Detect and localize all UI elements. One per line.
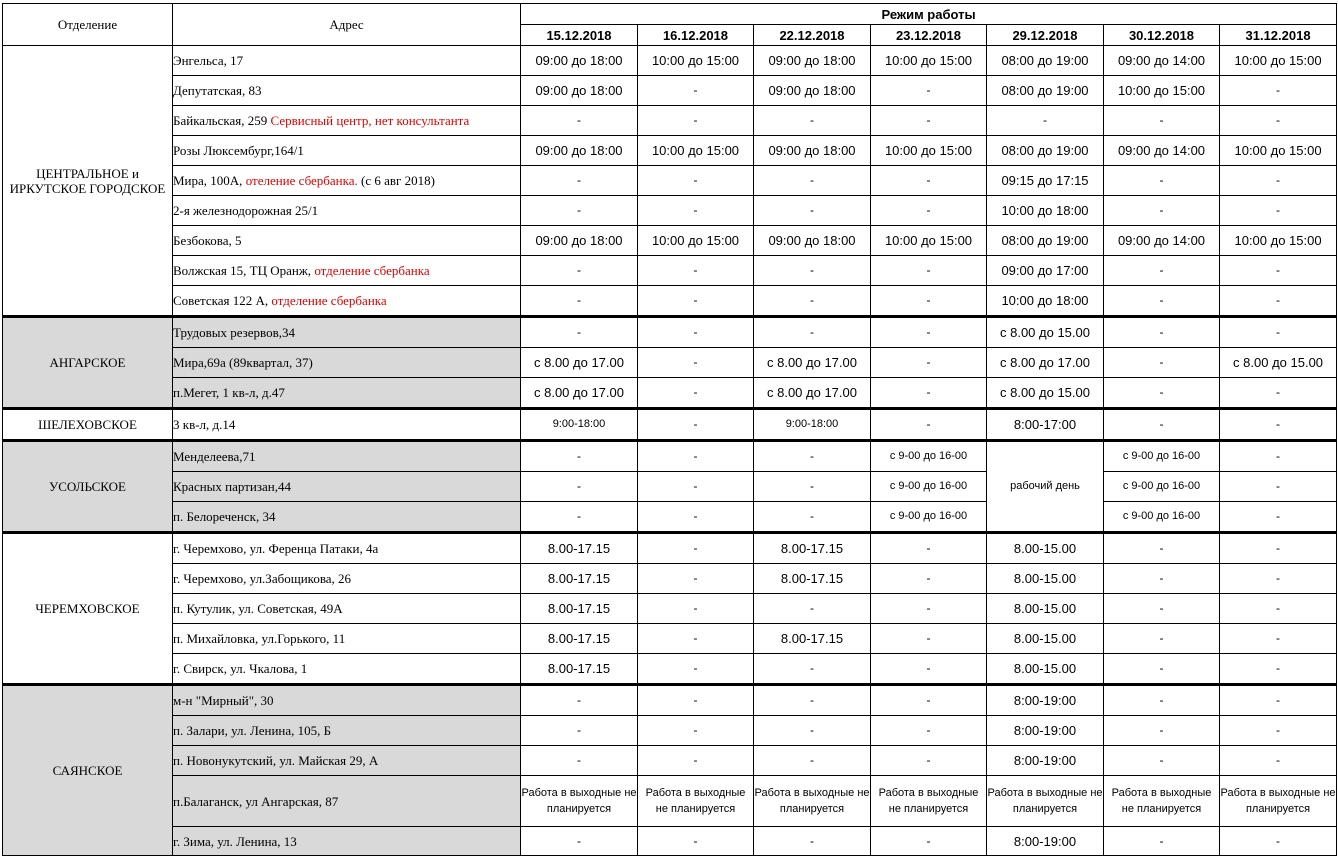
address-cell xyxy=(173,746,521,776)
table-row xyxy=(3,226,1337,256)
schedule-cell: - xyxy=(1104,348,1220,378)
schedule-cell: - xyxy=(1220,654,1337,685)
address-text: м-н "Мирный", 30 xyxy=(173,693,274,708)
address-cell xyxy=(173,502,521,533)
schedule-cell: - xyxy=(1220,746,1337,776)
schedule-cell: - xyxy=(754,594,871,624)
schedule-cell: - xyxy=(1104,378,1220,409)
address-text: г. Свирск, ул. Чкалова, 1 xyxy=(173,661,308,676)
address-text: Менделеева,71 xyxy=(173,449,256,464)
schedule-cell: - xyxy=(871,317,987,348)
schedule-cell: - xyxy=(754,256,871,286)
address-cell xyxy=(173,594,521,624)
address-text: Мира, 100А, xyxy=(173,173,246,188)
header-mode: Режим работы xyxy=(521,4,1337,25)
address-text: Энгельса, 17 xyxy=(173,53,244,68)
schedule-cell: - xyxy=(521,317,638,348)
schedule-cell: - xyxy=(1220,502,1337,533)
schedule-cell: 8.00-17.15 xyxy=(521,654,638,685)
schedule-cell: 8.00-15.00 xyxy=(987,624,1104,654)
schedule-cell: с 9-00 до 16-00 xyxy=(1104,502,1220,533)
schedule-cell: 10:00 до 18:00 xyxy=(987,286,1104,317)
table-row xyxy=(3,136,1337,166)
schedule-cell: - xyxy=(871,106,987,136)
schedule-cell: - xyxy=(638,286,754,317)
schedule-cell: - xyxy=(521,746,638,776)
schedule-cell: Работа в выходные не планируется xyxy=(987,776,1104,827)
schedule-cell: - xyxy=(871,256,987,286)
schedule-cell: - xyxy=(521,472,638,502)
schedule-cell: 10:00 до 15:00 xyxy=(1220,226,1337,256)
schedule-cell: - xyxy=(871,827,987,856)
schedule-cell: с 8.00 до 17.00 xyxy=(754,378,871,409)
table-row xyxy=(3,166,1337,196)
schedule-cell: - xyxy=(638,746,754,776)
schedule-cell: 8:00-19:00 xyxy=(987,827,1104,856)
table-row xyxy=(3,409,1337,441)
schedule-cell: - xyxy=(871,76,987,106)
table-row xyxy=(3,624,1337,654)
table-row xyxy=(3,564,1337,594)
schedule-cell: - xyxy=(1104,685,1220,716)
schedule-cell: - xyxy=(638,256,754,286)
schedule-cell: - xyxy=(1104,317,1220,348)
address-cell xyxy=(173,196,521,226)
schedule-cell: - xyxy=(754,502,871,533)
address-cell xyxy=(173,533,521,564)
address-text: Розы Люксембург,164/1 xyxy=(173,143,304,158)
address-text: п.Балаганск, ул Ангарская, 87 xyxy=(173,793,339,809)
address-cell xyxy=(173,409,521,441)
address-cell xyxy=(173,136,521,166)
schedule-cell: - xyxy=(1220,286,1337,317)
schedule-cell: - xyxy=(871,533,987,564)
address-cell xyxy=(173,317,521,348)
schedule-cell: - xyxy=(1104,716,1220,746)
schedule-cell: - xyxy=(1220,685,1337,716)
schedule-cell: 09:00 до 18:00 xyxy=(754,46,871,76)
schedule-cell: 08:00 до 19:00 xyxy=(987,136,1104,166)
schedule-cell: - xyxy=(1220,624,1337,654)
schedule-cell: - xyxy=(1220,106,1337,136)
address-text: Волжская 15, ТЦ Оранж, xyxy=(173,263,315,278)
schedule-cell: Работа в выходные не планируется xyxy=(871,776,987,827)
schedule-cell: - xyxy=(638,533,754,564)
address-cell xyxy=(173,776,521,827)
schedule-cell: - xyxy=(521,196,638,226)
schedule-cell: - xyxy=(1220,378,1337,409)
address-note: отделение сбербанка xyxy=(314,263,430,278)
header-date: 30.12.2018 xyxy=(1104,25,1220,46)
address-cell xyxy=(173,378,521,409)
table-row xyxy=(3,746,1337,776)
schedule-cell: - xyxy=(638,564,754,594)
schedule-cell: с 9-00 до 16-00 xyxy=(1104,441,1220,472)
schedule-cell: 10:00 до 18:00 xyxy=(987,196,1104,226)
address-text: г. Черемхово, ул. Ференца Патаки, 4а xyxy=(173,541,379,556)
schedule-cell: - xyxy=(1220,472,1337,502)
address-cell xyxy=(173,624,521,654)
schedule-cell: 10:00 до 15:00 xyxy=(638,226,754,256)
schedule-cell: - xyxy=(871,286,987,317)
address-cell xyxy=(173,716,521,746)
schedule-cell: - xyxy=(754,106,871,136)
schedule-cell: - xyxy=(1220,594,1337,624)
schedule-cell: 10:00 до 15:00 xyxy=(1104,76,1220,106)
table-row xyxy=(3,533,1337,564)
schedule-cell: - xyxy=(638,827,754,856)
schedule-cell: 9:00-18:00 xyxy=(521,409,638,441)
schedule-cell: - xyxy=(1104,196,1220,226)
schedule-cell: 8.00-17.15 xyxy=(754,533,871,564)
schedule-cell: 8.00-15.00 xyxy=(987,533,1104,564)
table-row xyxy=(3,348,1337,378)
schedule-cell: - xyxy=(1220,409,1337,441)
schedule-cell: - xyxy=(638,685,754,716)
address-text: п. Михайловка, ул.Горького, 11 xyxy=(173,631,346,646)
schedule-cell: - xyxy=(1104,594,1220,624)
schedule-cell: 10:00 до 15:00 xyxy=(638,136,754,166)
schedule-cell: 9:00-18:00 xyxy=(754,409,871,441)
address-cell xyxy=(173,441,521,472)
address-cell xyxy=(173,226,521,256)
schedule-cell: 09:00 до 18:00 xyxy=(521,46,638,76)
schedule-cell: 09:00 до 17:00 xyxy=(987,256,1104,286)
schedule-cell: 8.00-15.00 xyxy=(987,654,1104,685)
schedule-cell: - xyxy=(754,196,871,226)
address-note: отделение сбербанка xyxy=(271,293,387,308)
address-cell xyxy=(173,827,521,856)
schedule-cell: - xyxy=(754,746,871,776)
address-text: Безбокова, 5 xyxy=(173,233,242,248)
schedule-cell: - xyxy=(638,196,754,226)
schedule-cell: - xyxy=(1104,106,1220,136)
schedule-cell: - xyxy=(521,256,638,286)
table-row xyxy=(3,106,1337,136)
schedule-cell: - xyxy=(871,409,987,441)
schedule-cell-merged: рабочий день xyxy=(987,441,1104,533)
address-text: п. Кутулик, ул. Советская, 49А xyxy=(173,601,343,616)
table-row xyxy=(3,654,1337,685)
schedule-cell: 8:00-19:00 xyxy=(987,685,1104,716)
table-row xyxy=(3,685,1337,716)
schedule-cell: - xyxy=(638,716,754,746)
schedule-cell: 8.00-17.15 xyxy=(754,624,871,654)
table-row xyxy=(3,196,1337,226)
schedule-cell: - xyxy=(754,441,871,472)
table-row xyxy=(3,441,1337,472)
schedule-cell: - xyxy=(521,286,638,317)
schedule-cell: с 8.00 до 17.00 xyxy=(987,348,1104,378)
schedule-cell: 09:00 до 14:00 xyxy=(1104,226,1220,256)
schedule-cell: - xyxy=(871,564,987,594)
schedule-cell: - xyxy=(1220,76,1337,106)
header-date: 15.12.2018 xyxy=(521,25,638,46)
address-text: п. Залари, ул. Ленина, 105, Б xyxy=(173,723,332,738)
schedule-cell: с 9-00 до 16-00 xyxy=(871,502,987,533)
department-name: ЧЕРЕМХОВСКОЕ xyxy=(3,533,173,685)
schedule-cell: с 8.00 до 15.00 xyxy=(1220,348,1337,378)
schedule-cell: - xyxy=(638,166,754,196)
schedule-cell: - xyxy=(1104,624,1220,654)
schedule-cell: - xyxy=(1104,564,1220,594)
schedule-cell: 09:00 до 18:00 xyxy=(521,76,638,106)
address-cell xyxy=(173,348,521,378)
address-cell xyxy=(173,256,521,286)
table-row xyxy=(3,76,1337,106)
schedule-cell: - xyxy=(521,166,638,196)
table-row xyxy=(3,317,1337,348)
schedule-cell: 10:00 до 15:00 xyxy=(1220,136,1337,166)
schedule-cell: - xyxy=(871,716,987,746)
schedule-cell: 08:00 до 19:00 xyxy=(987,76,1104,106)
schedule-cell: - xyxy=(871,624,987,654)
schedule-cell: - xyxy=(638,409,754,441)
schedule-cell: - xyxy=(521,685,638,716)
header-department: Отделение xyxy=(3,4,173,46)
table-row xyxy=(3,502,1337,533)
schedule-cell: с 8.00 до 15.00 xyxy=(987,317,1104,348)
schedule-cell: 8.00-17.15 xyxy=(521,533,638,564)
schedule-cell: 09:00 до 18:00 xyxy=(754,226,871,256)
schedule-cell: 09:00 до 18:00 xyxy=(521,136,638,166)
schedule-cell: - xyxy=(1220,196,1337,226)
address-text: г. Черемхово, ул.Забощикова, 26 xyxy=(173,571,352,586)
department-name: АНГАРСКОЕ xyxy=(3,317,173,409)
table-row xyxy=(3,594,1337,624)
table-row xyxy=(3,46,1337,76)
address-cell xyxy=(173,286,521,317)
department-name: ШЕЛЕХОВСКОЕ xyxy=(3,409,173,441)
schedule-cell: Работа в выходные не планируется xyxy=(754,776,871,827)
schedule-cell: - xyxy=(638,654,754,685)
schedule-cell: 8:00-19:00 xyxy=(987,746,1104,776)
schedule-cell: с 9-00 до 16-00 xyxy=(871,472,987,502)
schedule-cell: Работа в выходные не планируется xyxy=(521,776,638,827)
address-text: Мира,69а (89квартал, 37) xyxy=(173,355,313,370)
header-date: 31.12.2018 xyxy=(1220,25,1337,46)
address-text: п. Новонукутский, ул. Майская 29, А xyxy=(173,753,379,768)
address-note: отеление сбербанка. xyxy=(245,173,358,188)
schedule-cell: 10:00 до 15:00 xyxy=(1220,46,1337,76)
address-cell xyxy=(173,564,521,594)
schedule-cell: - xyxy=(871,378,987,409)
schedule-cell: - xyxy=(1220,441,1337,472)
department-name: ЦЕНТРАЛЬНОЕ и ИРКУТСКОЕ ГОРОДСКОЕ xyxy=(3,46,173,317)
schedule-cell: 8.00-15.00 xyxy=(987,564,1104,594)
schedule-cell: - xyxy=(754,827,871,856)
address-text: п.Мегет, 1 кв-л, д.47 xyxy=(173,385,285,400)
schedule-cell: - xyxy=(871,166,987,196)
schedule-cell: - xyxy=(754,166,871,196)
schedule-cell: 8:00-19:00 xyxy=(987,716,1104,746)
schedule-cell: - xyxy=(638,106,754,136)
address-cell xyxy=(173,166,521,196)
schedule-cell: с 9-00 до 16-00 xyxy=(1104,472,1220,502)
schedule-cell: - xyxy=(638,441,754,472)
address-text: 3 кв-л, д.14 xyxy=(173,417,236,432)
schedule-cell: - xyxy=(871,594,987,624)
schedule-cell: - xyxy=(754,286,871,317)
address-cell xyxy=(173,685,521,716)
schedule-cell: - xyxy=(754,472,871,502)
table-row xyxy=(3,286,1337,317)
schedule-cell: - xyxy=(1220,166,1337,196)
table-row xyxy=(3,472,1337,502)
schedule-cell: - xyxy=(1220,256,1337,286)
schedule-cell: - xyxy=(1104,827,1220,856)
schedule-cell: 8.00-17.15 xyxy=(521,624,638,654)
schedule-cell: Работа в выходные не планируется xyxy=(1220,776,1337,827)
address-cell xyxy=(173,106,521,136)
schedule-cell: - xyxy=(638,317,754,348)
schedule-cell: с 9-00 до 16-00 xyxy=(871,441,987,472)
schedule-cell: 09:00 до 14:00 xyxy=(1104,46,1220,76)
schedule-cell: 09:15 до 17:15 xyxy=(987,166,1104,196)
schedule-cell: - xyxy=(871,348,987,378)
address-cell xyxy=(173,654,521,685)
schedule-cell: 09:00 до 18:00 xyxy=(754,76,871,106)
schedule-cell: 10:00 до 15:00 xyxy=(871,136,987,166)
schedule-cell: - xyxy=(1104,256,1220,286)
department-name: УСОЛЬСКОЕ xyxy=(3,441,173,533)
schedule-cell: - xyxy=(521,716,638,746)
schedule-cell: 10:00 до 15:00 xyxy=(871,226,987,256)
schedule-cell: - xyxy=(638,348,754,378)
schedule-cell: - xyxy=(1104,533,1220,564)
address-text: Советская 122 А, xyxy=(173,293,272,308)
schedule-cell: - xyxy=(1220,317,1337,348)
schedule-cell: - xyxy=(1220,716,1337,746)
table-row xyxy=(3,256,1337,286)
address-cell xyxy=(173,76,521,106)
address-cell xyxy=(173,472,521,502)
schedule-cell: - xyxy=(1104,409,1220,441)
schedule-cell: - xyxy=(871,654,987,685)
schedule-cell: 10:00 до 15:00 xyxy=(638,46,754,76)
table-row xyxy=(3,716,1337,746)
address-text: г. Зима, ул. Ленина, 13 xyxy=(173,833,297,849)
header-row-title xyxy=(3,4,1337,25)
address-text: 2-я железнодорожная 25/1 xyxy=(173,203,319,218)
schedule-cell: - xyxy=(1104,746,1220,776)
schedule-cell: - xyxy=(1220,827,1337,856)
schedule-cell: - xyxy=(638,378,754,409)
header-date: 16.12.2018 xyxy=(638,25,754,46)
table-row xyxy=(3,378,1337,409)
header-date: 23.12.2018 xyxy=(871,25,987,46)
address-text: Красных партизан,44 xyxy=(173,479,291,494)
department-name: САЯНСКОЕ xyxy=(3,685,173,856)
address-cell xyxy=(173,46,521,76)
address-text: Байкальская, 259 xyxy=(173,113,271,128)
schedule-cell: - xyxy=(638,624,754,654)
address-note: Сервисный центр, нет консультанта xyxy=(270,113,470,128)
schedule-cell: - xyxy=(871,746,987,776)
schedule-cell: 10:00 до 15:00 xyxy=(871,46,987,76)
address-text: Депутатская, 83 xyxy=(173,83,262,98)
schedule-cell: Работа в выходные не планируется xyxy=(638,776,754,827)
schedule-cell: с 8.00 до 17.00 xyxy=(521,378,638,409)
address-suffix: (с 6 авг 2018) xyxy=(357,173,435,188)
schedule-cell: 09:00 до 18:00 xyxy=(521,226,638,256)
schedule-table xyxy=(2,3,1337,856)
table-row xyxy=(3,776,1337,827)
schedule-cell: с 8.00 до 17.00 xyxy=(754,348,871,378)
schedule-cell: - xyxy=(871,196,987,226)
schedule-cell: - xyxy=(521,441,638,472)
schedule-cell: с 8.00 до 15.00 xyxy=(987,378,1104,409)
address-text: Трудовых резервов,34 xyxy=(173,325,295,340)
schedule-cell: 09:00 до 14:00 xyxy=(1104,136,1220,166)
schedule-cell: - xyxy=(521,827,638,856)
schedule-cell: - xyxy=(521,502,638,533)
schedule-cell: - xyxy=(638,472,754,502)
schedule-cell: 09:00 до 18:00 xyxy=(754,136,871,166)
address-text: п. Белореченск, 34 xyxy=(173,509,276,524)
header-date: 22.12.2018 xyxy=(754,25,871,46)
schedule-cell: - xyxy=(1104,654,1220,685)
schedule-cell: 8.00-15.00 xyxy=(987,594,1104,624)
schedule-cell: - xyxy=(754,716,871,746)
schedule-cell: 8.00-17.15 xyxy=(521,594,638,624)
schedule-cell: Работа в выходные не планируется xyxy=(1104,776,1220,827)
schedule-cell: 8.00-17.15 xyxy=(754,564,871,594)
schedule-cell: - xyxy=(1104,286,1220,317)
schedule-cell: - xyxy=(521,106,638,136)
schedule-cell: 08:00 до 19:00 xyxy=(987,46,1104,76)
schedule-cell: 08:00 до 19:00 xyxy=(987,226,1104,256)
schedule-cell: 8.00-17.15 xyxy=(521,564,638,594)
header-address: Адрес xyxy=(173,4,521,46)
schedule-cell: - xyxy=(754,685,871,716)
schedule-cell: - xyxy=(638,502,754,533)
schedule-cell: - xyxy=(1220,533,1337,564)
schedule-cell: с 8.00 до 17.00 xyxy=(521,348,638,378)
schedule-cell: - xyxy=(638,594,754,624)
table-row xyxy=(3,827,1337,856)
schedule-cell: - xyxy=(871,685,987,716)
schedule-cell: - xyxy=(754,654,871,685)
schedule-cell: 8:00-17:00 xyxy=(987,409,1104,441)
schedule-cell: - xyxy=(1220,564,1337,594)
schedule-cell: - xyxy=(638,76,754,106)
schedule-cell: - xyxy=(1104,166,1220,196)
schedule-cell: - xyxy=(987,106,1104,136)
schedule-cell: - xyxy=(754,317,871,348)
header-date: 29.12.2018 xyxy=(987,25,1104,46)
